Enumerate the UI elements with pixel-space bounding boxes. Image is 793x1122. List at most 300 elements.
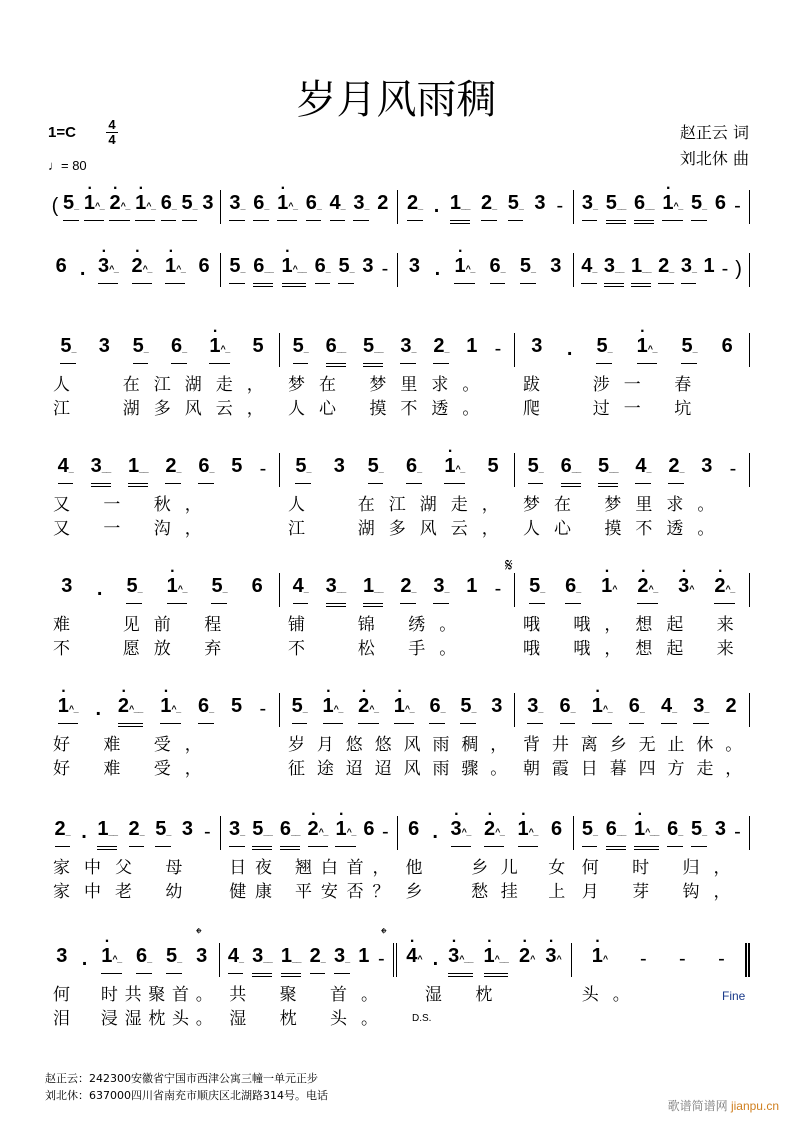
note: 6_ <box>428 694 446 727</box>
note: 2_ <box>432 334 450 367</box>
time-sig-bottom: 4 <box>108 132 116 147</box>
footer-line-2: 刘北休：637000四川省南充市顺庆区北湖路314号。电话 <box>45 1089 328 1102</box>
note: 6 <box>721 335 733 357</box>
note: · 1^__ <box>281 254 308 287</box>
note: 5 <box>252 335 264 357</box>
footer-addresses <box>45 1070 328 1104</box>
note: 3__ <box>603 254 625 287</box>
note: 2_ <box>667 454 685 487</box>
repeat-paren: ) <box>735 258 742 280</box>
note: · 2^_ <box>131 254 153 287</box>
coda-icon-2: 𝄌 <box>381 926 387 943</box>
lyric-measure <box>221 1007 397 1031</box>
note: 6 <box>251 575 263 597</box>
note: 5_ <box>125 574 143 607</box>
augmentation-dot: . <box>433 195 439 217</box>
lyric-line: 湿 枕 头。 <box>229 1009 393 1029</box>
dash: - <box>718 948 725 970</box>
score-row <box>45 333 750 421</box>
measure <box>45 190 221 224</box>
note: 2_ <box>309 944 327 977</box>
notes-line <box>45 816 750 850</box>
lyric-measure <box>280 493 515 517</box>
note: 6 <box>408 818 420 840</box>
augmentation-dot: . <box>432 948 438 970</box>
measure <box>280 573 515 607</box>
note: 6__ <box>560 454 582 487</box>
lyric-measure <box>45 373 280 397</box>
score-row <box>45 453 750 541</box>
note: 6_ <box>314 254 332 287</box>
note: · 2^ <box>518 944 536 977</box>
measure <box>45 573 280 607</box>
note: 5__ <box>362 334 384 367</box>
lyric-line: 日夜 翘白首， <box>229 858 399 878</box>
note: 4_ <box>580 254 598 287</box>
lyric-measure <box>45 856 221 880</box>
dash: - <box>639 948 647 970</box>
score-row <box>45 190 750 224</box>
note: 4_ <box>292 574 310 607</box>
note: 4_ <box>227 944 245 977</box>
lyric-line: 人心 摸不透。 <box>523 519 729 539</box>
lyric-line: 岁月悠悠风雨稠， <box>288 735 520 755</box>
lyric-line: 跋 涉一 春 <box>523 375 706 395</box>
note: 4_ <box>634 454 652 487</box>
note: · 3^_ <box>97 254 119 287</box>
note: · 1^_ <box>164 254 186 287</box>
time-sig-top: 4 <box>108 117 116 132</box>
note: 6_ <box>564 574 582 607</box>
lyric-line: 朝霞日暮四方走， <box>523 759 755 779</box>
measure <box>515 693 750 727</box>
note: · 2^_ <box>713 574 735 607</box>
lyric-measure <box>398 983 574 1007</box>
measure <box>398 816 574 850</box>
lyric-measure <box>45 757 280 781</box>
dash: - <box>382 821 389 843</box>
lyric-line: 湿 枕 <box>405 985 526 1005</box>
notes-line <box>45 573 750 607</box>
lyric-line: 江 湖多风云， <box>288 519 513 539</box>
lyric-measure <box>574 1007 750 1031</box>
dash: - <box>494 578 502 600</box>
note: 5_ <box>181 191 199 224</box>
lyric-line: 家中父 母 <box>53 858 197 878</box>
note: 5 <box>487 455 499 477</box>
note: 5_ <box>528 574 546 607</box>
score-row <box>45 693 755 781</box>
score-row <box>45 573 750 661</box>
note: · 3^ <box>677 574 695 607</box>
note: · 2^_ <box>108 191 130 224</box>
lyrics-verse-2 <box>45 517 750 541</box>
measure <box>397 943 572 977</box>
note: 5_ <box>519 254 537 287</box>
note: 5_ <box>367 454 385 487</box>
repeat-paren: ( <box>51 195 58 217</box>
note: 1__ <box>280 944 302 977</box>
measure <box>515 453 750 487</box>
note: 6_ <box>628 694 646 727</box>
notes-line <box>45 253 750 287</box>
note: 1__ <box>630 254 652 287</box>
score-row <box>45 943 750 1031</box>
lyric-measure <box>515 397 750 421</box>
lyric-line: 健康 平安否？ <box>229 882 399 902</box>
lyric-line: 乡 愁挂 上 <box>405 882 578 902</box>
lyrics-verse-2 <box>45 880 750 904</box>
note: 2_ <box>164 454 182 487</box>
lyric-line: 梦在 梦里求。 <box>523 495 729 515</box>
measure <box>574 816 750 850</box>
dash: - <box>734 821 741 843</box>
lyric-line: 月 芽 钩， <box>581 882 745 902</box>
note: 6__ <box>252 254 274 287</box>
lyric-line: 又 一 沟， <box>53 519 216 539</box>
lyric-measure <box>515 637 750 661</box>
note: · 1^_ <box>334 817 356 850</box>
note: 6__ <box>279 817 301 850</box>
measure <box>574 253 750 287</box>
measure <box>574 190 750 224</box>
notes-line <box>45 190 750 224</box>
lyric-measure <box>221 983 397 1007</box>
note: · 1^_ <box>661 191 683 224</box>
note: 6 <box>363 818 375 840</box>
lyric-line <box>582 1007 660 1031</box>
lyric-line: 又 一 秋， <box>53 495 216 515</box>
note: 6_ <box>252 191 270 224</box>
fine-marking: Fine <box>722 989 746 1003</box>
note: 2_ <box>54 817 72 850</box>
lyric-line: 泪 浸湿枕头。 <box>53 1009 220 1029</box>
note: 6_ <box>170 334 188 367</box>
note: 6__ <box>605 817 627 850</box>
lyric-line: 人 在江湖走， <box>288 495 513 515</box>
note: 1__ <box>449 191 471 224</box>
note: · 2^__ <box>117 694 144 727</box>
lyrics-verse-2 <box>45 637 750 661</box>
measure <box>398 190 574 224</box>
note: 3 <box>550 255 562 277</box>
lyric-measure <box>45 637 280 661</box>
measure <box>45 693 280 727</box>
note: 3_ <box>692 694 710 727</box>
note: · 1^__ <box>633 817 660 850</box>
note: 3 <box>531 335 543 357</box>
note: 6_ <box>197 454 215 487</box>
note: 5_ <box>165 944 183 977</box>
note: 5_ <box>680 334 698 367</box>
measure <box>45 253 221 287</box>
watermark-en: jianpu.cn <box>730 1099 779 1113</box>
footer-line-1: 赵正云：242300安徽省宁国市西津公寓三幢一单元正步 <box>45 1072 318 1085</box>
credits <box>680 120 749 172</box>
note: 1 <box>466 575 478 597</box>
note: 3 <box>56 945 68 967</box>
dash: - <box>494 338 502 360</box>
note: · 1^ <box>591 944 609 977</box>
measure <box>515 333 750 367</box>
note: 6_ <box>405 454 423 487</box>
dash: - <box>381 258 389 280</box>
note: 6_ <box>666 817 684 850</box>
lyric-measure <box>280 613 515 637</box>
note: 5_ <box>154 817 172 850</box>
watermark <box>668 1097 779 1114</box>
score-row <box>45 253 750 287</box>
lyrics-verse-1 <box>45 983 750 1007</box>
note: · 3^__ <box>447 944 474 977</box>
augmentation-dot: . <box>81 821 87 843</box>
note: 6_ <box>489 254 507 287</box>
dash: - <box>721 258 729 280</box>
note: 3 <box>333 455 345 477</box>
note: 2_ <box>480 191 498 224</box>
lyric-measure <box>280 397 515 421</box>
lyrics-verse-1 <box>45 613 750 637</box>
lyric-measure <box>45 613 280 637</box>
lyric-measure <box>280 637 515 661</box>
note: 4_ <box>57 454 75 487</box>
note: 5__ <box>605 191 627 224</box>
lyric-line: 征途迢迢风雨骤。 <box>288 759 520 779</box>
note: 3 <box>61 575 73 597</box>
lyric-measure <box>515 373 750 397</box>
lyrics-verse-1 <box>45 373 750 397</box>
augmentation-dot: . <box>434 258 440 280</box>
lyric-measure <box>221 856 397 880</box>
watermark-cn: 歌谱简谱网 <box>667 1099 728 1113</box>
lyric-measure <box>398 880 578 904</box>
measure <box>280 333 515 367</box>
note: 3 <box>714 818 726 840</box>
key-signature: 1=C <box>48 124 76 141</box>
measure <box>45 333 280 367</box>
note: 2 <box>377 192 389 214</box>
note: 3__ <box>251 944 273 977</box>
note: · 1^_ <box>100 944 122 977</box>
note: 5 <box>231 455 243 477</box>
lyrics-verse-2 <box>45 757 755 781</box>
note: 5_ <box>294 454 312 487</box>
note: · 1^ <box>600 574 618 607</box>
note: 6_ <box>135 944 153 977</box>
note: 5 <box>231 695 243 717</box>
note: 3_ <box>228 191 246 224</box>
augmentation-dot: . <box>432 821 438 843</box>
note: 3 <box>491 695 503 717</box>
note: 2_ <box>128 817 146 850</box>
lyric-line: 家中老 幼 <box>53 882 197 902</box>
lyrics-verse-1 <box>45 856 750 880</box>
note: 5_ <box>337 254 355 287</box>
note: · 1^_ <box>453 254 475 287</box>
tempo-marking: ♩= 80 <box>48 158 87 173</box>
note: 2_ <box>406 191 424 224</box>
note: · 1^_ <box>57 694 79 727</box>
note: · 2^_ <box>483 817 505 850</box>
note: · 2^_ <box>307 817 329 850</box>
note: 3_ <box>399 334 417 367</box>
note: 3_ <box>333 944 351 977</box>
lyric-measure <box>515 493 750 517</box>
lyric-measure <box>45 397 280 421</box>
lyric-measure <box>574 880 750 904</box>
note: 3 <box>98 335 110 357</box>
note: 1 <box>466 335 478 357</box>
note: 1__ <box>362 574 384 607</box>
lyric-line: 爬 过一 坑 <box>523 399 706 419</box>
lyric-measure <box>280 757 520 781</box>
note: 3 <box>181 818 193 840</box>
note: 6_ <box>197 694 215 727</box>
measure <box>515 573 750 607</box>
note: 5_ <box>62 191 80 224</box>
note: 5_ <box>228 254 246 287</box>
note: 1__ <box>127 454 149 487</box>
measure <box>221 816 397 850</box>
notes-line <box>45 943 750 977</box>
lyric-measure <box>45 493 280 517</box>
note: 4_ <box>329 191 347 224</box>
note: 3_ <box>526 694 544 727</box>
dash: - <box>679 948 686 970</box>
lyric-line: 不 松 手。 <box>288 639 471 659</box>
note: 4_ <box>660 694 678 727</box>
measure <box>280 693 515 727</box>
lyrics-verse-2 <box>45 397 750 421</box>
note: 3_ <box>680 254 698 287</box>
dash: - <box>377 948 385 970</box>
note: · 1^_ <box>83 191 105 224</box>
note: 5_ <box>595 334 613 367</box>
dash: - <box>259 698 267 720</box>
note: 6__ <box>325 334 347 367</box>
lyric-measure <box>280 373 515 397</box>
note: 1 <box>358 945 370 967</box>
lyric-measure <box>280 517 515 541</box>
note: 6 <box>714 192 726 214</box>
lyric-line: 共 聚 首。 <box>229 985 393 1005</box>
augmentation-dot: . <box>566 338 572 360</box>
note: 5_ <box>292 334 310 367</box>
note: 3__ <box>325 574 347 607</box>
notes-line <box>45 333 750 367</box>
note: 5_ <box>690 191 708 224</box>
lyric-line: 何 时共聚首。 <box>53 985 220 1005</box>
note: · 1^_ <box>517 817 539 850</box>
lyric-line: 背井离乡无止休。 <box>523 735 755 755</box>
note: · 3^_ <box>450 817 472 850</box>
note: 3_ <box>581 191 599 224</box>
lyric-measure <box>515 733 755 757</box>
note: · 1^_ <box>208 334 230 367</box>
measure <box>45 943 220 977</box>
note: 5_ <box>59 334 77 367</box>
measure <box>45 816 221 850</box>
dash: - <box>729 458 737 480</box>
lyric-line: 哦 哦，想起 来 <box>523 639 748 659</box>
lyric-measure <box>45 733 280 757</box>
augmentation-dot: . <box>79 258 85 280</box>
measure <box>45 453 280 487</box>
augmentation-dot: . <box>95 698 101 720</box>
note: · 1^_ <box>276 191 298 224</box>
note: 5__ <box>597 454 619 487</box>
note: 2 <box>725 695 737 717</box>
note: · 1^_ <box>134 191 156 224</box>
lyric-measure <box>45 1007 221 1031</box>
note: · 3^ <box>544 944 562 977</box>
lyric-measure <box>45 983 221 1007</box>
note: 5_ <box>210 574 228 607</box>
note: 3_ <box>352 191 370 224</box>
lyric-line: 人 在江湖走， <box>53 375 278 395</box>
lyrics-verse-1 <box>45 493 750 517</box>
ds-marking: D.S. <box>412 1013 432 1024</box>
score-row <box>45 816 750 904</box>
lyric-measure <box>280 733 520 757</box>
composer: 刘北休 曲 <box>679 149 749 168</box>
note: 3 <box>534 192 546 214</box>
note: · 2^_ <box>636 574 658 607</box>
time-signature <box>106 118 118 147</box>
measure <box>221 253 397 287</box>
lyric-line: 好 难 受， <box>53 735 216 755</box>
lyric-line: 哦 哦，想起 来 <box>523 615 748 635</box>
note: 3 <box>701 455 713 477</box>
note: 6_ <box>559 694 577 727</box>
lyrics-verse-2 <box>45 1007 750 1031</box>
note: 5_ <box>507 191 525 224</box>
note: · 1^_ <box>166 574 188 607</box>
lyric-measure <box>398 856 578 880</box>
note: · 1^_ <box>591 694 613 727</box>
lyric-line: 何 时 归， <box>581 858 745 878</box>
note: 5_ <box>527 454 545 487</box>
measure <box>280 453 515 487</box>
note: 3 <box>202 192 214 214</box>
dash: - <box>204 821 211 843</box>
note: · 2^_ <box>357 694 379 727</box>
lyric-measure <box>221 880 397 904</box>
lyric-measure <box>515 517 750 541</box>
dash: - <box>259 458 267 480</box>
lyric-line: 人心 摸不透。 <box>288 399 494 419</box>
augmentation-dot: . <box>81 948 87 970</box>
note: 1__ <box>96 817 118 850</box>
measure <box>398 253 574 287</box>
note: 3 <box>408 255 420 277</box>
lyric-line: 难 见前 程 <box>53 615 236 635</box>
augmentation-dot: . <box>96 578 102 600</box>
measure <box>221 190 397 224</box>
note: 3__ <box>90 454 112 487</box>
segno-icon: 𝄋 <box>505 555 513 575</box>
song-title: 岁月风雨稠 <box>296 77 497 123</box>
lyric-measure <box>45 880 221 904</box>
note: 5_ <box>690 817 708 850</box>
lyrics-verse-1 <box>45 733 755 757</box>
notes-line <box>45 453 750 487</box>
lyric-measure <box>574 856 750 880</box>
measure <box>220 943 398 977</box>
note: · 1^_ <box>443 454 465 487</box>
note: · 1^_ <box>636 334 658 367</box>
note: 5_ <box>581 817 599 850</box>
